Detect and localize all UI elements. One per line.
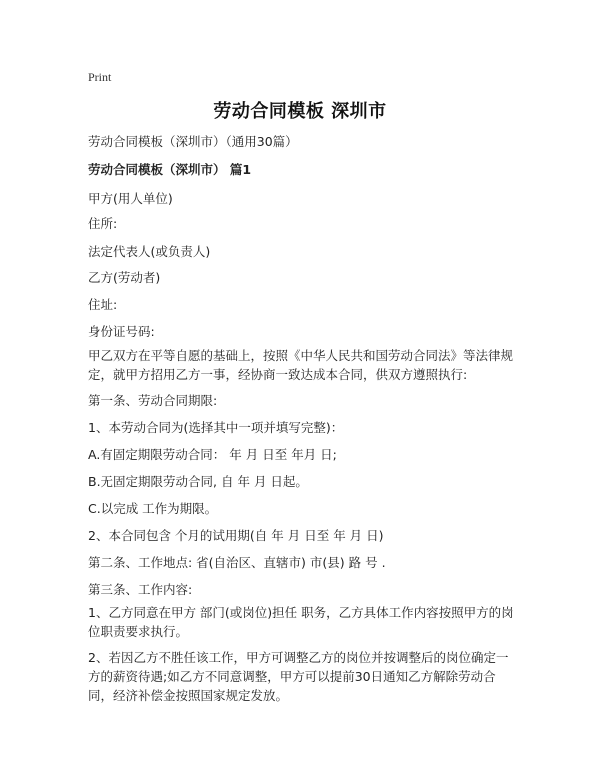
clause-1: 1、本劳动合同为(选择其中一项并填写完整)：	[88, 420, 344, 435]
intro-paragraph: 甲乙双方在平等自愿的基础上，按照《中华人民共和国劳动合同法》等法律规定，就甲方招用乙方一事，经协商一致达成本合同，供双方遵照执行:	[88, 348, 514, 382]
party-a-line: 甲方(用人单位)	[88, 191, 173, 206]
print-link[interactable]: Print	[88, 70, 112, 84]
option-a: A.有固定期限劳动合同： 年 月 日至 年月 日;	[88, 447, 337, 462]
clause-2: 2、本合同包含 个月的试用期(自 年 月 日至 年 月 日)	[88, 528, 384, 543]
option-b: B.无固定期限劳动合同, 自 年 月 日起。	[88, 474, 308, 489]
article2-line: 第二条、工作地点: 省(自治区、直辖市) 市(县) 路 号 .	[88, 555, 386, 570]
section-heading: 劳动合同模板（深圳市） 篇1	[88, 162, 252, 177]
residence-line: 住址:	[88, 297, 118, 312]
article1-title: 第一条、劳动合同期限:	[88, 393, 218, 408]
option-c: C.以完成 工作为期限。	[88, 501, 218, 516]
id-number-line: 身份证号码:	[88, 324, 155, 339]
page-title: 劳动合同模板 深圳市	[213, 101, 387, 122]
duty-2: 2、若因乙方不胜任该工作，甲方可调整乙方的岗位并按调整后的岗位确定一方的薪资待遇;如乙方不同意调整，甲方可以提前30日通知乙方解除劳动合同，经济补偿金按照国家规定发放。	[88, 650, 509, 703]
party-b-line: 乙方(劳动者)	[88, 270, 161, 285]
address-line: 住所:	[88, 216, 118, 231]
duty-1: 1、乙方同意在甲方 部门(或岗位)担任 职务，乙方具体工作内容按照甲方的岗位职责要求执行。	[88, 605, 514, 639]
document-subtitle: 劳动合同模板（深圳市）（通用30篇）	[88, 134, 298, 149]
legal-rep-line: 法定代表人(或负责人)	[88, 244, 211, 259]
article3-title: 第三条、工作内容:	[88, 582, 193, 597]
